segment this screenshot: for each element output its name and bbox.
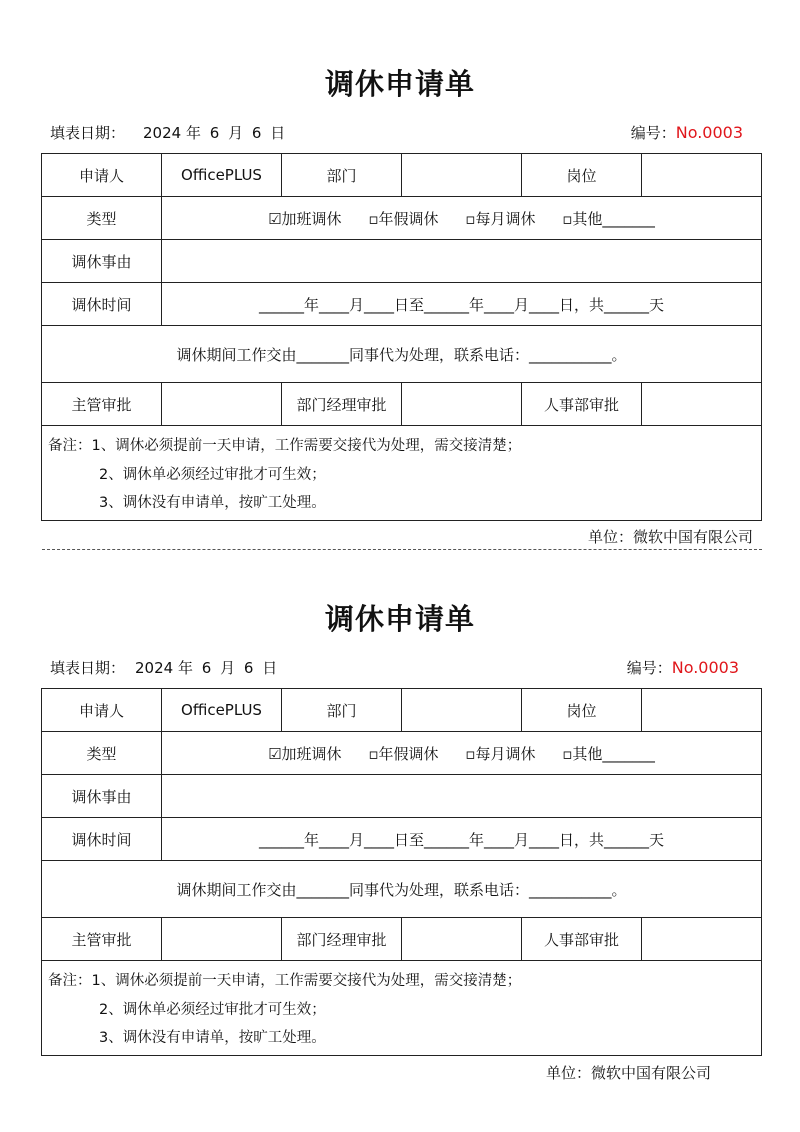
date-day-unit: 日 (262, 659, 278, 677)
note-line-2: 2、调休单必须经过审批才可生效； (99, 1001, 326, 1018)
date-day[interactable]: 6 (251, 124, 262, 142)
position-value[interactable] (642, 689, 762, 732)
time-value[interactable]: ______年____月____日至______年____月____日，共______天 (162, 818, 762, 861)
notes (42, 961, 762, 1056)
date-month[interactable]: 6 (209, 124, 220, 142)
type-label: 类型 (42, 197, 162, 240)
time-value[interactable]: ______年____月____日至______年____月____日，共______天 (162, 283, 762, 326)
option-annual-leave-checkbox[interactable]: ▫年假调休 (368, 744, 439, 763)
form-number-value: No.0003 (671, 658, 739, 677)
dept-manager-approval-value[interactable] (402, 918, 522, 961)
dept-manager-approval-value[interactable] (402, 383, 522, 426)
applicant-label: 申请人 (42, 689, 162, 732)
option-other-checkbox[interactable]: ▫其他_______ (562, 744, 655, 763)
leave-form-table (41, 688, 762, 1056)
applicant-row (42, 689, 762, 732)
fill-date-label: 填表日期： (50, 124, 126, 142)
leave-form-table (41, 153, 762, 521)
date-day-unit: 日 (270, 124, 286, 142)
time-label: 调休时间 (42, 818, 162, 861)
fill-date-label: 填表日期： (50, 659, 126, 677)
time-row (42, 283, 762, 326)
type-options (162, 732, 762, 775)
type-label: 类型 (42, 732, 162, 775)
fill-date (50, 657, 277, 678)
supervisor-approval-label: 主管审批 (42, 383, 162, 426)
department-value[interactable] (402, 689, 522, 732)
date-month-unit: 月 (220, 659, 236, 677)
reason-row (42, 775, 762, 818)
date-year-unit: 年 (185, 124, 201, 142)
form-meta (50, 122, 743, 144)
department-label: 部门 (282, 154, 402, 197)
option-overtime-checkbox[interactable]: ☑加班调休 (268, 744, 342, 763)
position-value[interactable] (642, 154, 762, 197)
handover-text[interactable]: 调休期间工作交由_______同事代为处理，联系电话：___________。 (42, 326, 762, 383)
applicant-row (42, 154, 762, 197)
type-options (162, 197, 762, 240)
form-number-label: 编号： (630, 124, 676, 142)
reason-value[interactable] (162, 775, 762, 818)
type-row (42, 732, 762, 775)
hr-approval-value[interactable] (642, 383, 762, 426)
hr-approval-label: 人事部审批 (522, 918, 642, 961)
company-unit: 单位：微软中国有限公司 (545, 1064, 711, 1082)
reason-label: 调休事由 (42, 240, 162, 283)
handover-text[interactable]: 调休期间工作交由_______同事代为处理，联系电话：___________。 (42, 861, 762, 918)
reason-value[interactable] (162, 240, 762, 283)
department-label: 部门 (282, 689, 402, 732)
option-annual-leave-checkbox[interactable]: ▫年假调休 (368, 209, 439, 228)
hr-approval-value[interactable] (642, 918, 762, 961)
date-month[interactable]: 6 (201, 659, 212, 677)
position-label: 岗位 (522, 689, 642, 732)
option-monthly-checkbox[interactable]: ▫每月调休 (465, 209, 536, 228)
hr-approval-label: 人事部审批 (522, 383, 642, 426)
date-month-unit: 月 (228, 124, 244, 142)
handover-row (42, 861, 762, 918)
reason-row (42, 240, 762, 283)
notes (42, 426, 762, 521)
department-value[interactable] (402, 154, 522, 197)
approval-row (42, 918, 762, 961)
applicant-label: 申请人 (42, 154, 162, 197)
note-line-1: 备注：1、调休必须提前一天申请，工作需要交接代为处理，需交接清楚； (48, 438, 522, 454)
note-line-1: 备注：1、调休必须提前一天申请，工作需要交接代为处理，需交接清楚； (48, 973, 522, 989)
supervisor-approval-value[interactable] (162, 918, 282, 961)
form-meta (50, 657, 743, 679)
supervisor-approval-value[interactable] (162, 383, 282, 426)
form-title: 调休申请单 (324, 602, 475, 636)
option-other-checkbox[interactable]: ▫其他_______ (562, 209, 655, 228)
date-year[interactable]: 2024 (143, 124, 182, 142)
supervisor-approval-label: 主管审批 (42, 918, 162, 961)
approval-row (42, 383, 762, 426)
handover-row (42, 326, 762, 383)
dept-manager-approval-label: 部门经理审批 (282, 383, 402, 426)
time-label: 调休时间 (42, 283, 162, 326)
date-day[interactable]: 6 (243, 659, 254, 677)
fill-date (50, 122, 285, 143)
dept-manager-approval-label: 部门经理审批 (282, 918, 402, 961)
cut-line-divider (42, 549, 762, 550)
note-line-3: 3、调休没有申请单，按旷工处理。 (99, 1030, 326, 1046)
form-number (631, 122, 743, 143)
note-line-3: 3、调休没有申请单，按旷工处理。 (99, 495, 326, 511)
date-year-unit: 年 (177, 659, 193, 677)
type-row (42, 197, 762, 240)
position-label: 岗位 (522, 154, 642, 197)
time-row (42, 818, 762, 861)
form-title: 调休申请单 (324, 67, 475, 101)
option-overtime-checkbox[interactable]: ☑加班调休 (268, 209, 342, 228)
form-number (627, 657, 739, 678)
notes-row (42, 961, 762, 1056)
option-monthly-checkbox[interactable]: ▫每月调休 (465, 744, 536, 763)
applicant-value[interactable]: OfficePLUS (162, 154, 282, 197)
reason-label: 调休事由 (42, 775, 162, 818)
date-year[interactable]: 2024 (135, 659, 174, 677)
company-unit: 单位：微软中国有限公司 (587, 528, 753, 546)
form-number-value: No.0003 (675, 123, 743, 142)
applicant-value[interactable]: OfficePLUS (162, 689, 282, 732)
note-line-2: 2、调休单必须经过审批才可生效； (99, 466, 326, 483)
form-number-label: 编号： (626, 659, 672, 677)
notes-row (42, 426, 762, 521)
